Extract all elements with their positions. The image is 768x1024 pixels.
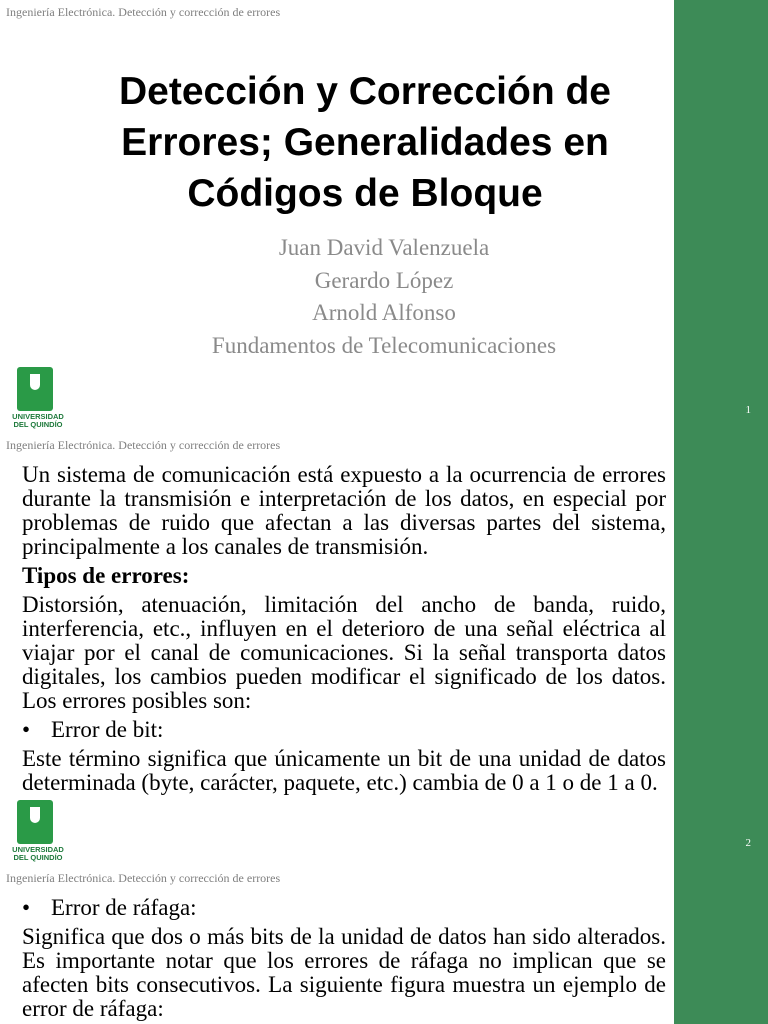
slide-2 [0,433,674,866]
universidad-del-quindio-logo-icon [8,800,68,862]
logo-text: UNIVERSIDAD [12,845,64,854]
bullet-item [22,718,666,742]
author-name: Arnold Alfonso [312,300,456,325]
title-line: Detección y Corrección de [119,70,611,113]
logo-mark [17,367,53,411]
slide-number: 2 [745,837,751,849]
slide-3 [0,866,674,1024]
title-line: Códigos de Bloque [187,172,543,215]
course-name: Fundamentos de Telecomunicaciones [211,332,557,358]
section-heading: Tipos de errores: [22,563,190,588]
slide-body [22,463,666,800]
slide-number: 1 [745,404,751,416]
logo-text: UNIVERSIDAD [12,412,64,421]
slide-body [22,896,666,1024]
intro-paragraph: Un sistema de comunicación está expuesto a la ocurrencia de errores durante la transmisión e interpretación de los datos, en especial por problemas de ruido que afectan a las diversas partes del sistema, principalmente a los canales de transmisión. [22,462,666,559]
logo-text: DEL QUINDÍO [13,420,63,429]
slide-title [40,66,674,219]
logo-mark [17,800,53,844]
bullet-paragraph: Significa que dos o más bits de la unidad de datos han sido alterados. Es importante notar que los errores de ráfaga no implican que se afecten bits consecutivos. La siguiente figura muestra un ejemplo de error de ráfaga: [22,924,666,1021]
slide-header: Ingeniería Electrónica. Detección y corrección de errores [6,871,281,885]
slide-header: Ingeniería Electrónica. Detección y corrección de errores [6,438,281,452]
bullet-paragraph: Este término significa que únicamente un bit de una unidad de datos determinada (byte, carácter, paquete, etc.) cambia de 0 a 1 o de 1 a 0. [22,746,666,795]
bullet-icon: • [22,717,31,742]
logo-text: DEL QUINDÍO [13,853,63,862]
body-paragraph: Distorsión, atenuación, limitación del ancho de banda, ruido, interferencia, etc., influyen en el deterioro de una señal eléctrica al viajar por el canal de comunicaciones. Si la señal transporta datos digitales, los cambios pueden modificar el significado de los datos. Los errores posibles son: [22,592,666,713]
bullet-icon: • [22,895,31,920]
title-line: Errores; Generalidades en [121,121,609,164]
universidad-del-quindio-logo-icon [8,367,68,429]
slide-1 [0,0,674,433]
author-name: Gerardo López [314,267,454,293]
author-name: Juan David Valenzuela [278,235,490,260]
bullet-item [22,896,666,920]
bullet-label: Error de bit: [51,717,164,742]
bullet-label: Error de ráfaga: [51,895,197,920]
slide-header: Ingeniería Electrónica. Detección y corrección de errores [6,5,281,19]
green-sidebar [674,0,768,1024]
slide-subtitle [84,232,674,362]
